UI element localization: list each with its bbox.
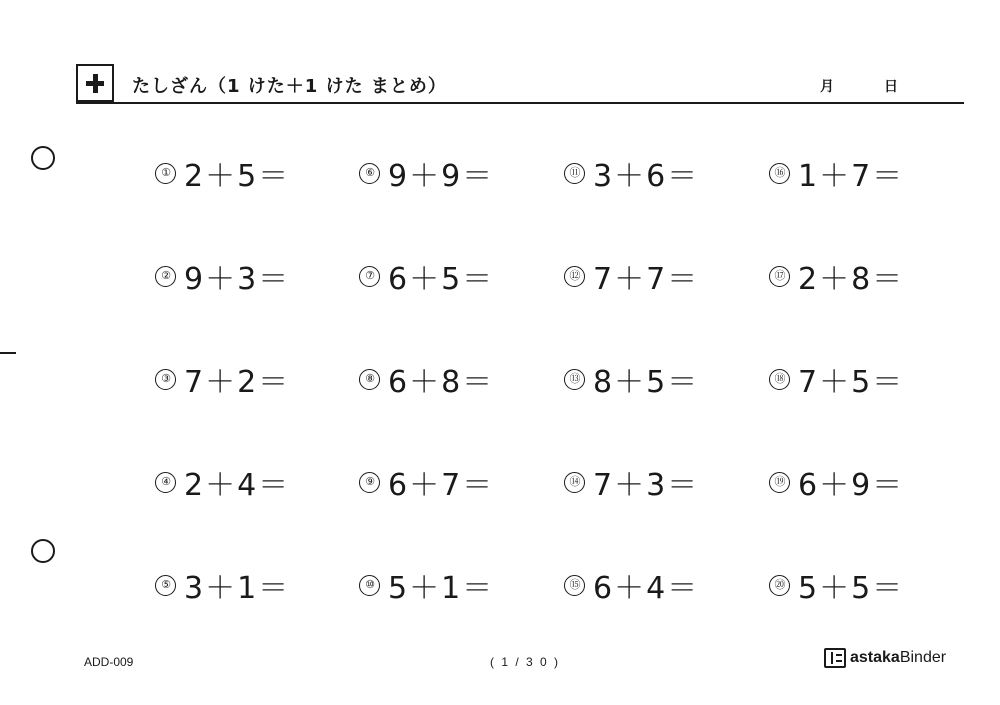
center-fold-mark — [0, 352, 16, 354]
problem-expression: 9＋9＝ — [388, 159, 495, 194]
problem-number: ⑥ — [359, 163, 380, 184]
problem-20 — [769, 565, 904, 605]
problem-5 — [155, 565, 290, 605]
problem-number: ⑬ — [564, 369, 585, 390]
problem-expression: 8＋5＝ — [593, 365, 700, 400]
problem-3 — [155, 359, 290, 399]
problem-number: ⑫ — [564, 266, 585, 287]
problem-number: ⑯ — [769, 163, 790, 184]
problem-number: ⑱ — [769, 369, 790, 390]
problem-expression: 2＋8＝ — [798, 262, 905, 297]
problem-6 — [359, 153, 494, 193]
problem-expression: 5＋5＝ — [798, 571, 905, 606]
problem-2 — [155, 256, 290, 296]
problem-expression: 2＋5＝ — [184, 159, 291, 194]
problem-number: ⑰ — [769, 266, 790, 287]
problem-number: ⑪ — [564, 163, 585, 184]
problem-15 — [564, 565, 699, 605]
problem-expression: 3＋6＝ — [593, 159, 700, 194]
binder-book-icon — [824, 648, 846, 668]
brand-name-bold: astaka — [850, 649, 900, 666]
brand-logo — [824, 648, 946, 668]
problem-number: ④ — [155, 472, 176, 493]
problem-expression: 7＋3＝ — [593, 468, 700, 503]
worksheet-header — [76, 64, 964, 104]
day-label: 日 — [884, 79, 898, 95]
problem-17 — [769, 256, 904, 296]
problem-13 — [564, 359, 699, 399]
problem-18 — [769, 359, 904, 399]
problem-number: ⑤ — [155, 575, 176, 596]
plus-icon — [76, 64, 114, 102]
worksheet-code: ADD-009 — [84, 655, 134, 669]
problem-8 — [359, 359, 494, 399]
problem-14 — [564, 462, 699, 502]
problem-number: ③ — [155, 369, 176, 390]
problem-expression: 5＋1＝ — [388, 571, 495, 606]
problem-number: ⑧ — [359, 369, 380, 390]
problem-number: ⑭ — [564, 472, 585, 493]
problem-10 — [359, 565, 494, 605]
problem-19 — [769, 462, 904, 502]
problem-expression: 6＋7＝ — [388, 468, 495, 503]
problem-expression: 1＋7＝ — [798, 159, 905, 194]
problem-16 — [769, 153, 904, 193]
problem-expression: 9＋3＝ — [184, 262, 291, 297]
problem-number: ⑳ — [769, 575, 790, 596]
brand-name-light: Binder — [899, 649, 947, 666]
problem-expression: 6＋8＝ — [388, 365, 495, 400]
problem-expression: 7＋2＝ — [184, 365, 291, 400]
problem-9 — [359, 462, 494, 502]
page-indicator: ( 1 / 3 0 ) — [490, 655, 561, 669]
problem-expression: 6＋5＝ — [388, 262, 495, 297]
binder-hole-top — [31, 146, 55, 170]
binder-hole-bottom — [31, 539, 55, 563]
problem-number: ⑦ — [359, 266, 380, 287]
month-label: 月 — [820, 79, 834, 95]
worksheet-title: たしざん（1 けた＋1 けた まとめ） — [132, 76, 447, 97]
problem-expression: 7＋7＝ — [593, 262, 700, 297]
problem-expression: 7＋5＝ — [798, 365, 905, 400]
problem-7 — [359, 256, 494, 296]
problem-1 — [155, 153, 290, 193]
problem-expression: 2＋4＝ — [184, 468, 291, 503]
problem-number: ② — [155, 266, 176, 287]
problem-expression: 6＋9＝ — [798, 468, 905, 503]
problem-number: ⑲ — [769, 472, 790, 493]
problem-number: ⑩ — [359, 575, 380, 596]
problem-expression: 6＋4＝ — [593, 571, 700, 606]
problem-number: ⑮ — [564, 575, 585, 596]
problem-expression: 3＋1＝ — [184, 571, 291, 606]
problem-4 — [155, 462, 290, 502]
problem-11 — [564, 153, 699, 193]
problem-12 — [564, 256, 699, 296]
problem-number: ⑨ — [359, 472, 380, 493]
problem-number: ① — [155, 163, 176, 184]
